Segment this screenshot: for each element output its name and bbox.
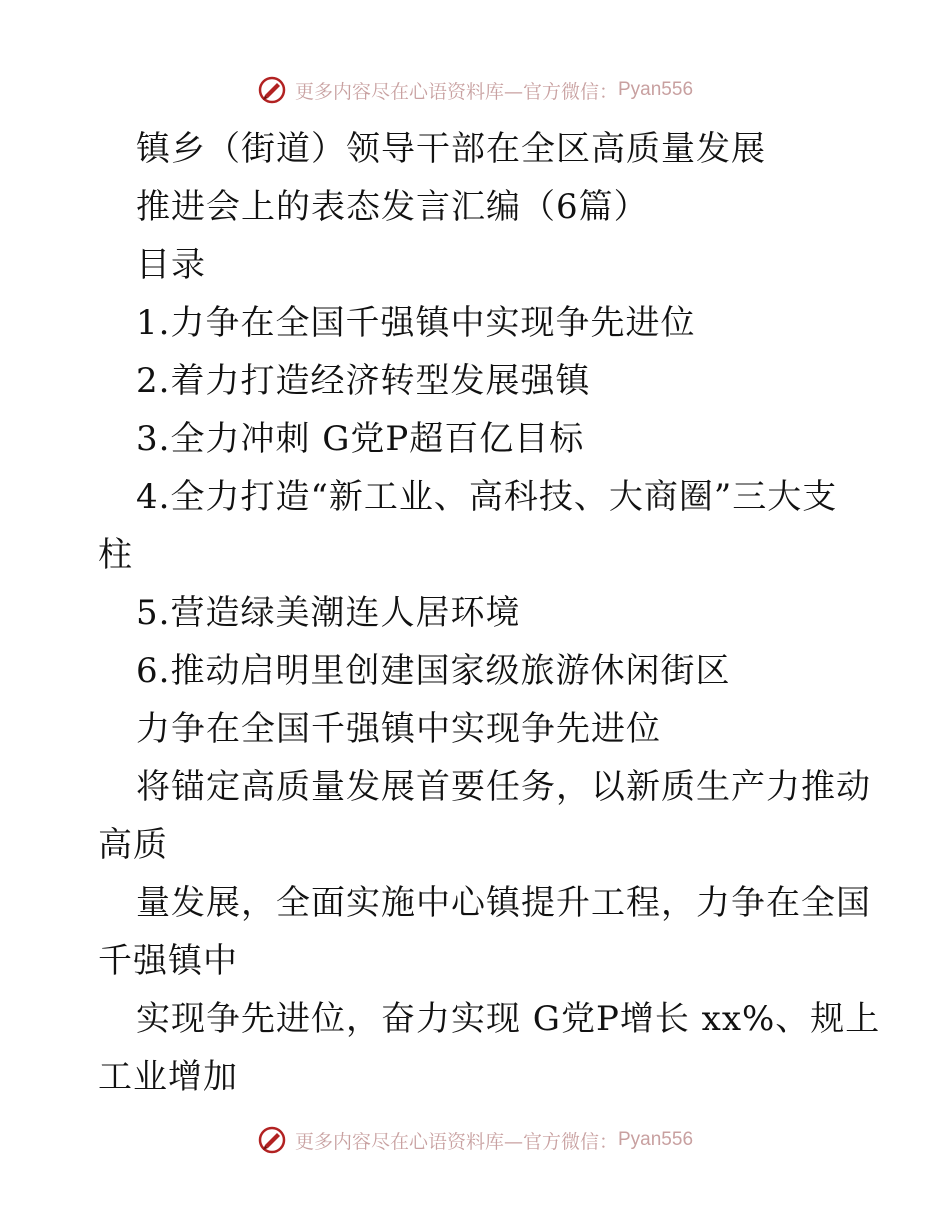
toc-item-5: 5.营造绿美潮连人居环境 [136,593,521,633]
paragraph-line: 将锚定高质量发展首要任务，以新质生产力推动 [136,767,871,807]
paragraph-line: 工业增加 [98,1057,238,1097]
toc-heading: 目录 [136,245,206,285]
paragraph-line: 高质 [98,825,168,865]
toc-item-6: 6.推动启明里创建国家级旅游休闲街区 [136,651,731,691]
watermark-footer [0,1120,950,1160]
document-body [98,120,881,1106]
doc-title-line-1: 镇乡（街道）领导干部在全区高质量发展 [136,129,766,169]
section-heading: 力争在全国千强镇中实现争先进位 [136,709,661,749]
toc-item-4: 4.全力打造“新工业、高科技、大商圈”三大支 [136,477,838,517]
watermark-handle: Pyan556 [618,79,694,100]
toc-item-4-wrap: 柱 [98,535,133,575]
doc-title-line-2: 推进会上的表态发言汇编（6篇） [136,187,649,227]
pen-circle-logo-icon [257,75,287,105]
toc-item-3: 3.全力冲刺 G党P超百亿目标 [136,419,585,459]
paragraph-line: 实现争先进位，奋力实现 G党P增长 xx%、规上 [136,999,881,1039]
toc-item-2: 2.着力打造经济转型发展强镇 [136,361,591,401]
toc-item-1: 1.力争在全国千强镇中实现争先进位 [136,303,696,343]
paragraph-line: 量发展，全面实施中心镇提升工程，力争在全国 [136,883,871,923]
pen-circle-logo-icon [257,1125,287,1155]
watermark-header [0,70,950,110]
watermark-text: 更多内容尽在心语资料库—官方微信： [294,1130,618,1153]
watermark-text: 更多内容尽在心语资料库—官方微信： [294,80,618,103]
watermark-handle: Pyan556 [618,1129,694,1150]
paragraph-line: 千强镇中 [98,941,238,981]
